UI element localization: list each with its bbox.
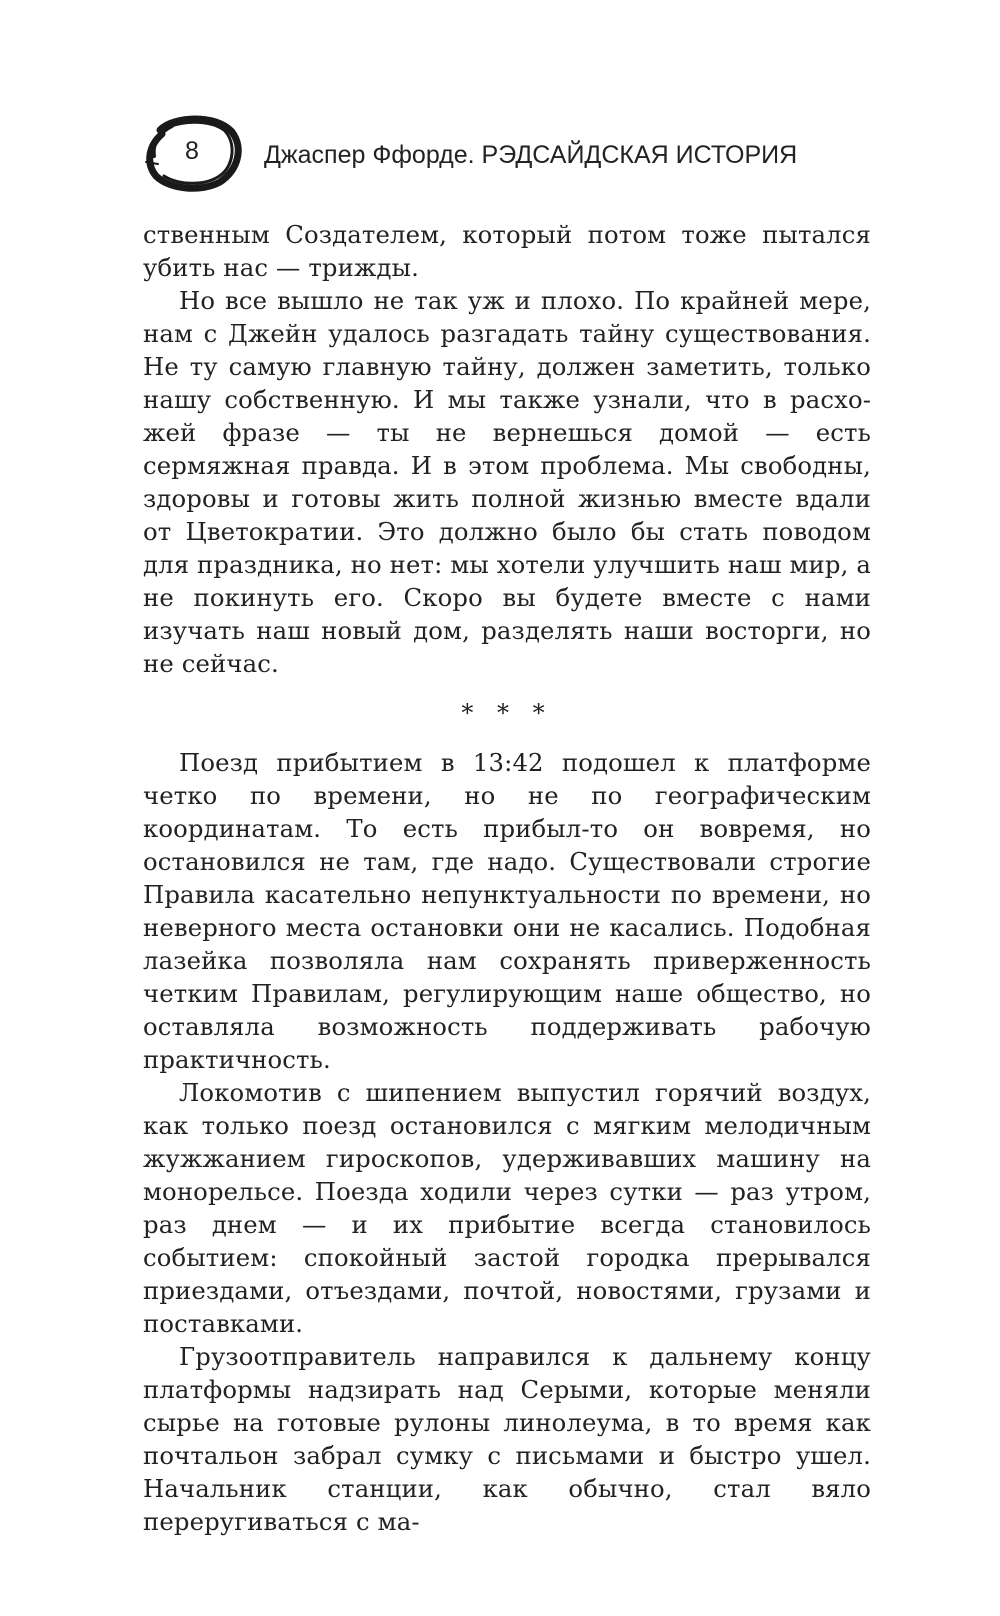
page-number: 8 [185, 137, 199, 165]
running-header [140, 112, 880, 192]
paragraph: Поезд прибытием в 13:42 подошел к платформе четко по времени, но не по географическим координатам. То есть прибыл-то он вовремя, но остановился не там, где надо. Существовали строгие Правила касательно непунктуальности по времени, но неверного места остановки они не касались. Подобная лазейка позволяла нам сохранять приверженность четким Правилам, регулирующим наше общество, но оставляла возможность поддерживать рабочую практичность. [143, 748, 871, 1074]
book-title-header: Джаспер Ффорде. РЭДСАЙДСКАЯ ИСТОРИЯ [264, 141, 798, 169]
paragraph: ственным Создателем, который потом тоже пытался убить нас — трижды. [143, 220, 871, 282]
paragraph: Грузоотправитель направился к дальнему концу платформы надзирать над Серыми, которые меняли сырье на готовые рулоны линолеума, в то время как почтальон забрал сумку с письмами и быстро ушел. Начальник станции, как обычно, стал вяло переругиваться с ма- [143, 1342, 871, 1536]
paragraph: Локомотив с шипением выпустил горячий воздух, как только поезд остановился с мягким мелодичным жужжанием гироскопов, удерживавших машину на монорельсе. Поезда ходили через сутки — раз утром, раз днем — и их прибытие всегда становилось событием: спокойный застой городка прерывался приездами, отъездами, почтой, новостями, грузами и поставками. [143, 1078, 871, 1338]
paragraph: Но все вышло не так уж и плохо. По крайней мере, нам с Джейн удалось разгадать тайну существования. Не ту самую главную тайну, должен заметить, только нашу собственную. И мы также узнали, что в расхожей фразе — ты не вернешься домой — есть сермяжная правда. И в этом проблема. Мы свободны, здоровы и готовы жить полной жизнью вместе вдали от Цветократии. Это должно было бы стать поводом для праздника, но нет: мы хотели улучшить наш мир, а не покинуть его. Скоро вы будете вместе с нами изучать наш новый дом, разделять наши восторги, но не сейчас. [143, 286, 871, 678]
section-separator: * * * [461, 699, 553, 727]
main-text-block [143, 218, 871, 1538]
